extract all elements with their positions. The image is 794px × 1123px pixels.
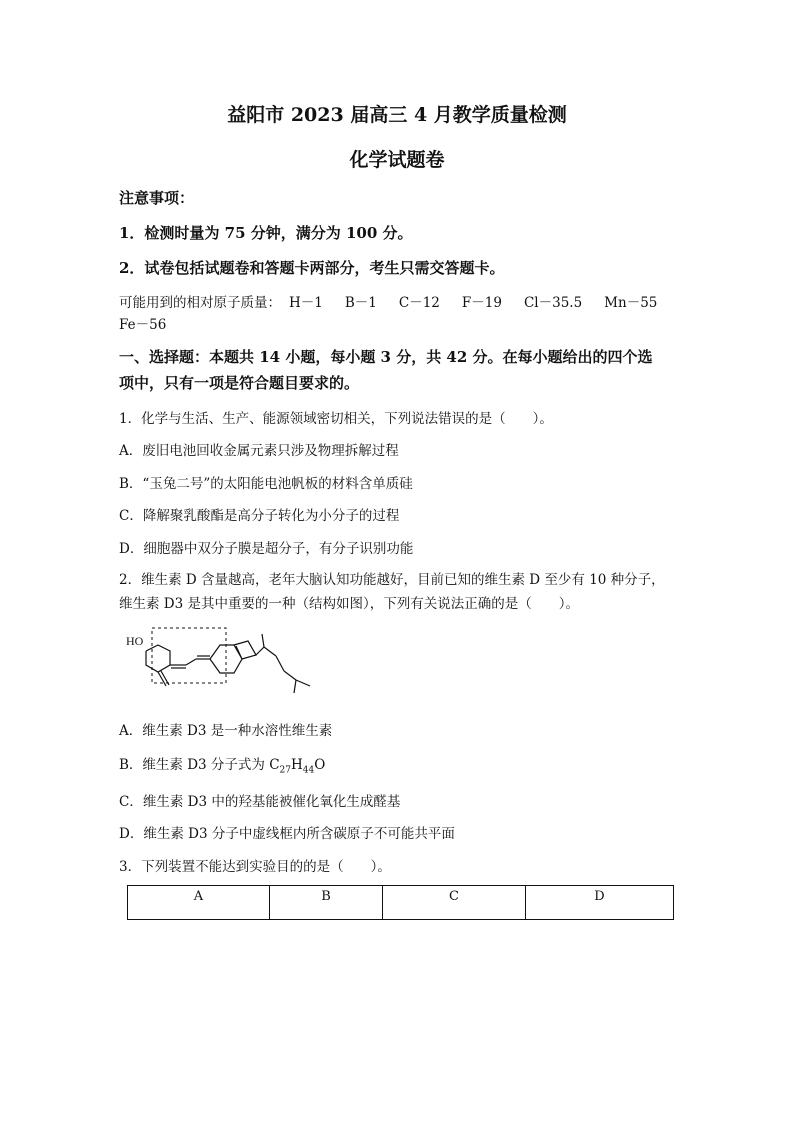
notice-heading: 注意事项：	[119, 189, 195, 207]
hydroxyl-label: HO	[126, 634, 144, 648]
q1-stem: 1．化学与生活、生产、能源领域密切相关，下列说法错误的是（ ）。	[119, 411, 553, 427]
col-b-header: B	[270, 886, 383, 920]
q3-device-table	[127, 885, 674, 920]
q2-stem-line-2: 维生素 D3 是其中重要的一种（结构如图），下列有关说法正确的是（ ）。	[119, 596, 579, 612]
q1-option-b: B．“玉兔二号”的太阳能电池帆板的材料含单质硅	[119, 476, 413, 492]
col-a-header: A	[128, 886, 270, 920]
table-row	[128, 886, 674, 920]
q2-stem-line-1: 2．维生素 D 含量越高，老年大脑认知功能越好，目前已知的维生素 D 至少有 10 种分子，	[119, 572, 665, 588]
page-title: 益阳市 2023 届高三 4 月教学质量检测	[227, 104, 567, 126]
atomic-mass-b: B－1	[344, 295, 377, 311]
atomic-mass-label: 可能用到的相对原子质量：	[119, 295, 281, 311]
section-heading-line-2: 项中，只有一项是符合题目要求的。	[119, 374, 360, 392]
col-d-header: D	[526, 886, 674, 920]
notice-item-1: 1．检测时量为 75 分钟，满分为 100 分。	[119, 224, 413, 242]
atomic-mass-f: F－19	[461, 295, 502, 311]
atomic-mass-cl: Cl－35.5	[523, 295, 583, 311]
atomic-mass-h: H－1	[289, 295, 323, 311]
col-c-header: C	[383, 886, 526, 920]
vitamin-d3-structure	[124, 626, 324, 702]
atomic-mass-fe: Fe－56	[119, 317, 167, 333]
q1-option-a: A．废旧电池回收金属元素只涉及物理拆解过程	[119, 443, 399, 459]
q2-option-a: A．维生素 D3 是一种水溶性维生素	[119, 723, 333, 739]
q1-option-d: D．细胞器中双分子膜是超分子，有分子识别功能	[119, 541, 414, 557]
atomic-mass-mn: Mn－55	[604, 295, 658, 311]
q2-option-d: D．维生素 D3 分子中虚线框内所含碳原子不可能共平面	[119, 826, 455, 842]
page-subtitle: 化学试题卷	[349, 149, 445, 171]
notice-item-2: 2．试卷包括试题卷和答题卡两部分，考生只需交答题卡。	[119, 259, 505, 277]
atomic-mass-line	[119, 291, 657, 311]
q1-option-c: C．降解聚乳酸酯是高分子转化为小分子的过程	[119, 508, 400, 524]
q2-option-c: C．维生素 D3 中的羟基能被催化氧化生成醛基	[119, 794, 401, 810]
q2-option-b: B．维生素 D3 分子式为 $C_{27}H_{44}O$	[119, 757, 326, 776]
q3-stem: 3．下列装置不能达到实验目的的是（ ）。	[119, 859, 391, 875]
section-heading-line-1: 一、选择题：本题共 14 小题，每小题 3 分，共 42 分。在每小题给出的四个选	[119, 348, 653, 366]
atomic-mass-c: C－12	[398, 295, 440, 311]
